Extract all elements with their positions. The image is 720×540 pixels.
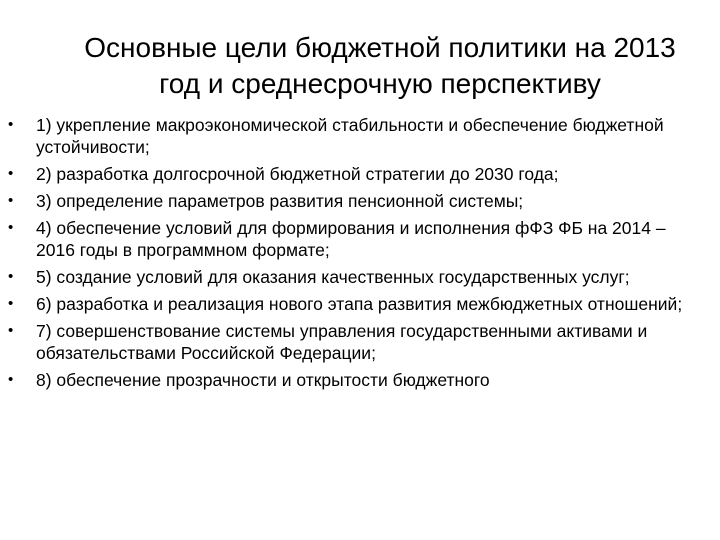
bullet-icon: • <box>8 371 14 388</box>
goal-text: 7) совершенствование системы управления государственными активами и обязательствами Российской Федерации; <box>36 321 648 363</box>
goal-text: 2) разработка долгосрочной бюджетной стратегии до 2030 года; <box>36 164 559 184</box>
goal-text: 8) обеспечение прозрачности и открытости бюджетного <box>36 370 490 390</box>
goal-item-2 <box>8 163 704 185</box>
goal-text: 1) укрепление макроэкономической стабильности и обеспечение бюджетной устойчивости; <box>36 115 664 157</box>
bullet-icon: • <box>8 295 14 312</box>
goal-item-5 <box>8 266 704 288</box>
goal-text: 4) обеспечение условий для формирования и исполнения фФЗ ФБ на 2014 – 2016 годы в программном формате; <box>36 218 666 260</box>
slide-title-line-2: год и среднесрочную перспективу <box>159 68 601 99</box>
goal-text: 3) определение параметров развития пенсионной системы; <box>36 191 524 211</box>
slide-title <box>40 30 720 102</box>
goal-text: 5) создание условий для оказания качественных государственных услуг; <box>36 267 630 287</box>
goal-item-4 <box>8 217 704 261</box>
bullet-icon: • <box>8 219 14 236</box>
goal-item-1 <box>8 114 704 158</box>
goals-list <box>8 114 704 396</box>
bullet-icon: • <box>8 116 14 133</box>
bullet-icon: • <box>8 322 14 339</box>
goal-text: 6) разработка и реализация нового этапа развития межбюджетных отношений; <box>36 294 683 314</box>
bullet-icon: • <box>8 165 14 182</box>
goal-item-6 <box>8 293 704 315</box>
goal-item-3 <box>8 190 704 212</box>
bullet-icon: • <box>8 268 14 285</box>
goal-item-7 <box>8 320 704 364</box>
slide-title-line-1: Основные цели бюджетной политики на 2013 <box>84 32 676 63</box>
goal-item-8 <box>8 369 704 391</box>
bullet-icon: • <box>8 192 14 209</box>
